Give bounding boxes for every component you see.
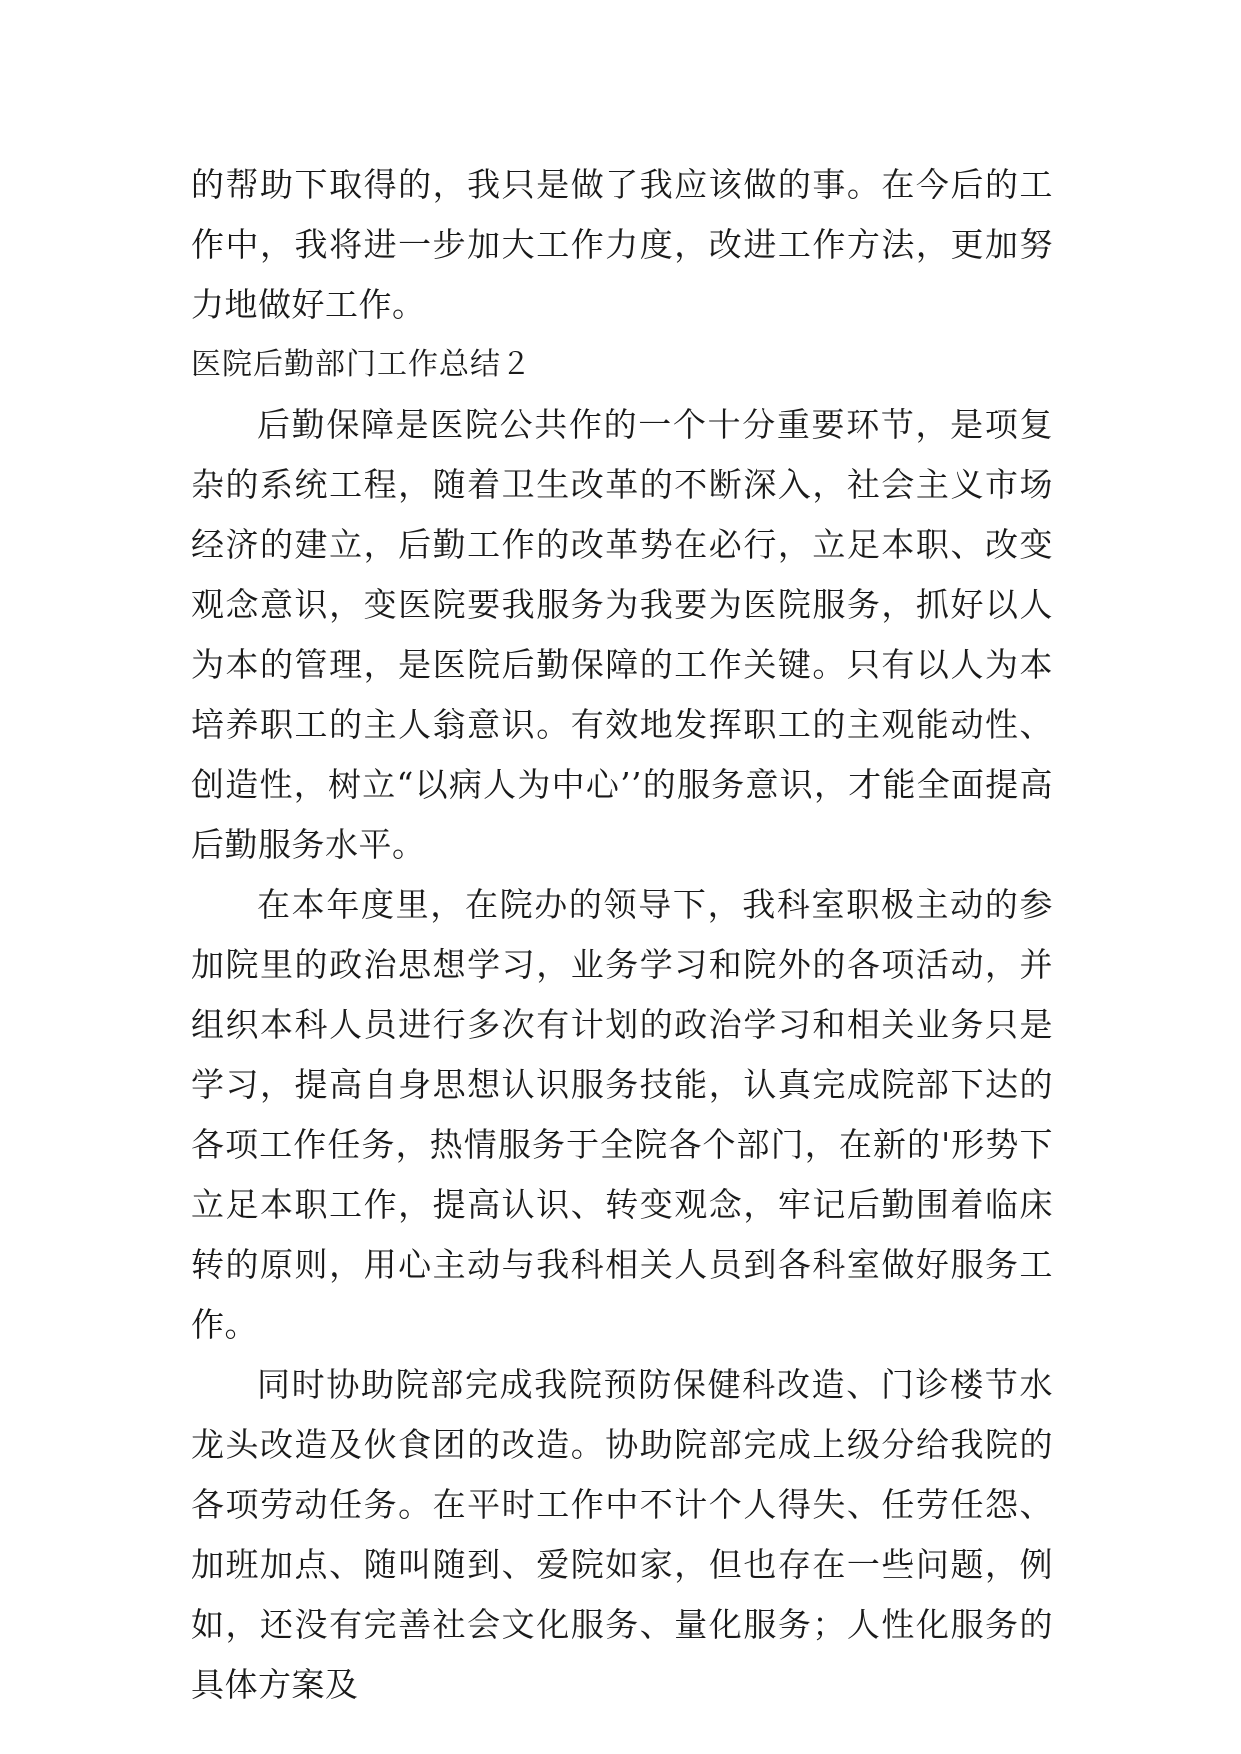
section-heading: 医院后勤部门工作总结２ [191,347,532,382]
paragraph-logistics-intro: 后勤保障是医院公共作的一个十分重要环节，是项复杂的系统工程，随着卫生改革的不断深入，社会主义市场经济的建立，后勤工作的改革势在必行，立足本职、改变观念意识，变医院要我服务为我要为医院服务，抓好以人为本的管理，是医院后勤保障的工作关键。只有以人为本培养职工的主人翁意识。有效地发挥职工的主观能动性、创造性，树立“以病人为中心’’的服务意识，才能全面提高后勤服务水平。 [191,405,1053,864]
paragraph-renovation-tasks: 同时协助院部完成我院预防保健科改造、门诊楼节水龙头改造及伙食团的改造。协助院部完成上级分给我院的各项劳动任务。在平时工作中不计个人得失、任劳任怨、加班加点、随叫随到、爱院如家，但也存在一些问题，例如，还没有完善社会文化服务、量化服务；人性化服务的具体方案及 [191,1365,1053,1704]
paragraph-continuation: 的帮助下取得的，我只是做了我应该做的事。在今后的工作中，我将进一步加大工作力度，改进工作方法，更加努力地做好工作。 [191,165,1053,324]
document-body [191,155,1053,1715]
paragraph-annual-work: 在本年度里，在院办的领导下，我科室职极主动的参加院里的政治思想学习，业务学习和院外的各项活动，并组织本科人员进行多次有计划的政治学习和相关业务只是学习，提高自身思想认识服务技能，认真完成院部下达的各项工作任务，热情服务于全院各个部门，在新的'形势下立足本职工作，提高认识、转变观念，牢记后勤围着临床转的原则，用心主动与我科相关人员到各科室做好服务工作。 [191,885,1053,1344]
